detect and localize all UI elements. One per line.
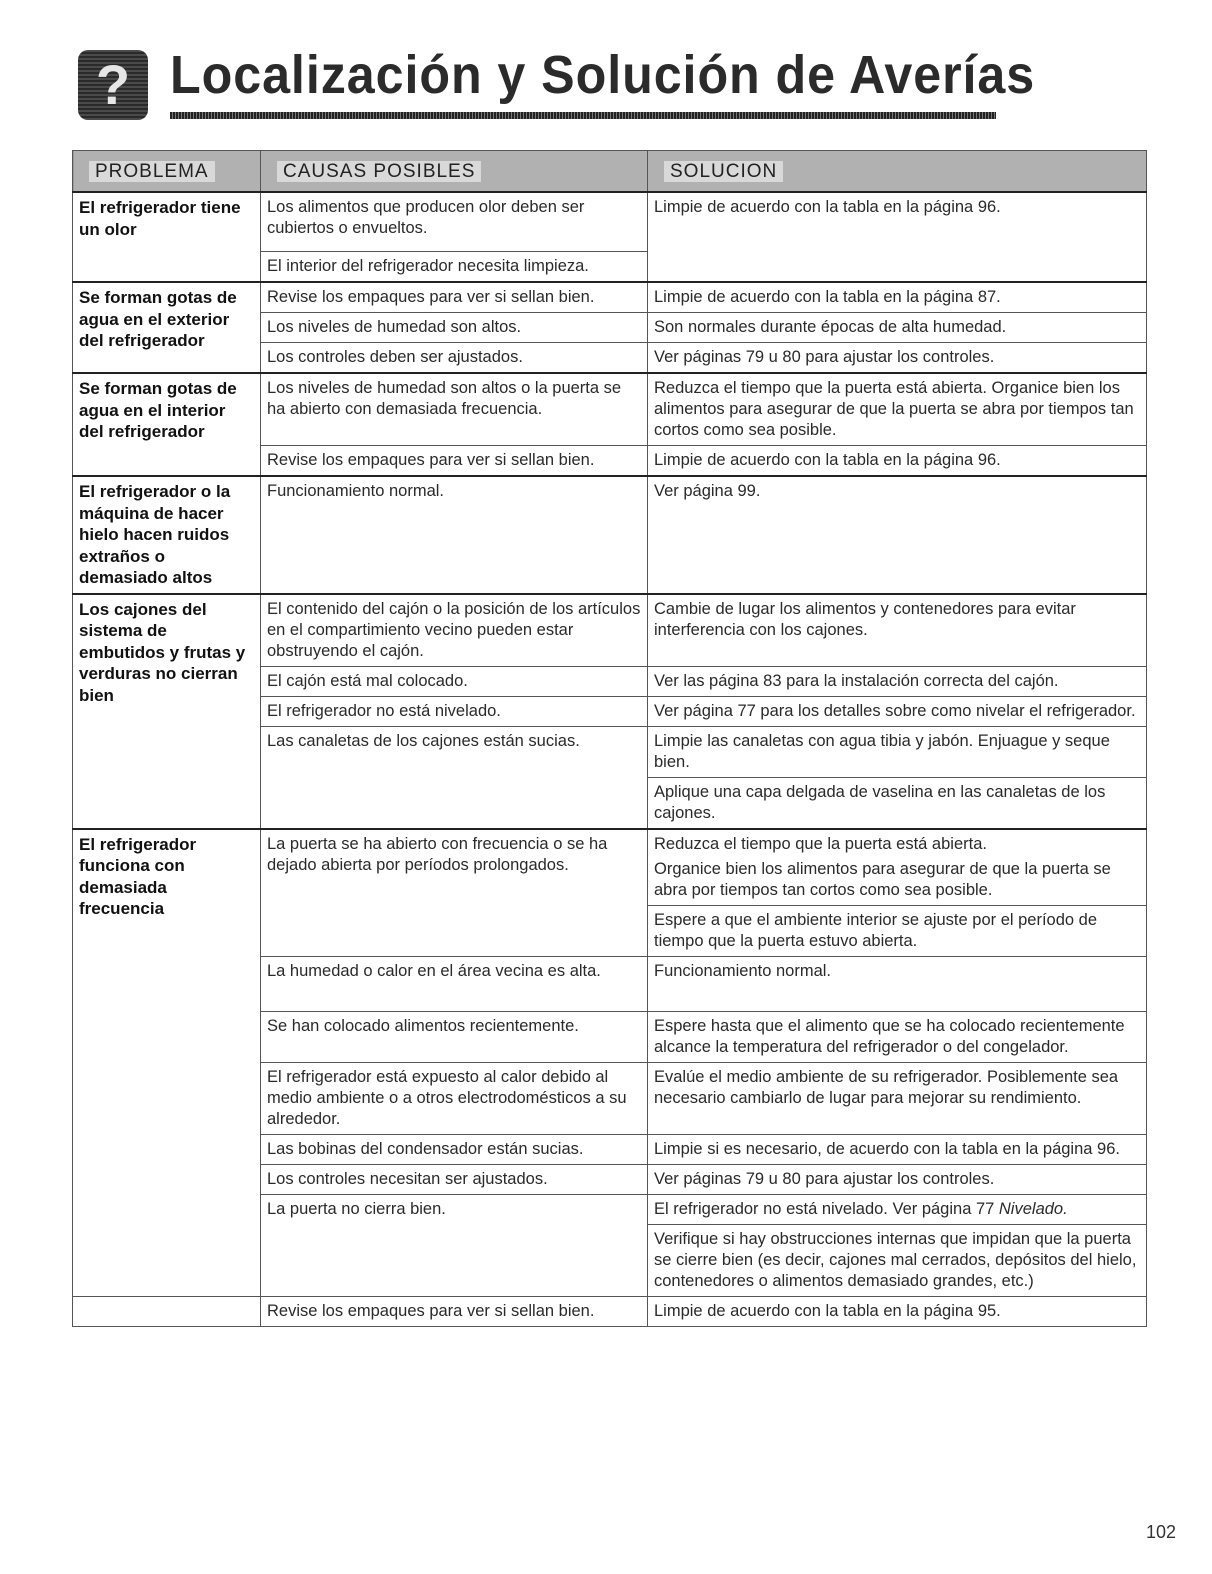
cause-cell: La puerta no cierra bien. (261, 1194, 648, 1296)
cause-cell: Los niveles de humedad son altos o la puerta se ha abierto con demasiada frecuencia. (261, 373, 648, 446)
solution-cell: Ver página 77 para los detalles sobre como nivelar el refrigerador. (648, 696, 1147, 726)
header-causes: CAUSAS POSIBLES (261, 151, 648, 193)
solution-cell: Funcionamiento normal. (648, 956, 1147, 1011)
cause-cell: La puerta se ha abierto con frecuencia o se ha dejado abierta por períodos prolongados. (261, 829, 648, 957)
solution-cell: Ver páginas 79 u 80 para ajustar los controles. (648, 1164, 1147, 1194)
cause-cell: Los niveles de humedad son altos. (261, 313, 648, 343)
solution-cell: Limpie de acuerdo con la tabla en la página 87. (648, 282, 1147, 313)
solution-cell: Limpie de acuerdo con la tabla en la página 96. (648, 192, 1147, 282)
table-row (73, 476, 1147, 594)
table-row (73, 829, 1147, 906)
page-title: Localización y Solución de Averías (170, 45, 1036, 105)
problem-cell: El refrigerador tiene un olor (73, 192, 261, 282)
problem-cell: Se forman gotas de agua en el exterior del refrigerador (73, 282, 261, 373)
cause-cell: Revise los empaques para ver si sellan bien. (261, 282, 648, 313)
solution-cell: Limpie si es necesario, de acuerdo con la tabla en la página 96. (648, 1134, 1147, 1164)
solution-line: Organice bien los alimentos para asegurar de que la puerta se abra por tiempos tan cortos como sea posible. (654, 859, 1111, 899)
table-row (73, 192, 1147, 252)
cause-cell: Las bobinas del condensador están sucias. (261, 1134, 648, 1164)
page-number: 102 (1146, 1522, 1177, 1542)
title-underline (170, 112, 996, 119)
table-row (73, 1296, 1147, 1326)
solution-cell: Ver las página 83 para la instalación correcta del cajón. (648, 666, 1147, 696)
table-header-row (73, 151, 1147, 193)
cause-cell: El cajón está mal colocado. (261, 666, 648, 696)
problem-cell: El refrigerador funciona con demasiada frecuencia (73, 829, 261, 1297)
solution-cell: Ver páginas 79 u 80 para ajustar los controles. (648, 343, 1147, 374)
solution-text: El refrigerador no está nivelado. Ver página 77 (654, 1199, 999, 1218)
cause-cell: Los controles deben ser ajustados. (261, 343, 648, 374)
header-problem: PROBLEMA (73, 151, 261, 193)
solution-cell: Cambie de lugar los alimentos y contenedores para evitar interferencia con los cajones. (648, 594, 1147, 667)
question-mark-icon: ? (78, 50, 148, 120)
cause-cell: Los controles necesitan ser ajustados. (261, 1164, 648, 1194)
solution-cell: Ver página 99. (648, 476, 1147, 594)
solution-cell (648, 829, 1147, 906)
cause-cell: El refrigerador está expuesto al calor debido al medio ambiente o a otros electrodomésticos a su alrededor. (261, 1062, 648, 1134)
header-solution: SOLUCION (648, 151, 1147, 193)
cause-cell: Se han colocado alimentos recientemente. (261, 1011, 648, 1062)
cause-cell: La humedad o calor en el área vecina es alta. (261, 956, 648, 1011)
cause-cell: Las canaletas de los cajones están sucias. (261, 726, 648, 829)
problem-cell: Los cajones del sistema de embutidos y frutas y verduras no cierran bien (73, 594, 261, 829)
troubleshooting-table (72, 150, 1147, 1327)
table-row (73, 373, 1147, 446)
solution-cell: Limpie de acuerdo con la tabla en la página 96. (648, 446, 1147, 477)
solution-cell: Aplique una capa delgada de vaselina en las canaletas de los cajones. (648, 777, 1147, 829)
page-header (78, 42, 1036, 128)
solution-cell: Evalúe el medio ambiente de su refrigerador. Posiblemente sea necesario cambiarlo de lugar para mejorar su rendimiento. (648, 1062, 1147, 1134)
solution-cell: Limpie las canaletas con agua tibia y jabón. Enjuague y seque bien. (648, 726, 1147, 777)
problem-cell-empty (73, 1296, 261, 1326)
solution-cell: Espere hasta que el alimento que se ha colocado recientemente alcance la temperatura del refrigerador o del congelador. (648, 1011, 1147, 1062)
cause-cell: El refrigerador no está nivelado. (261, 696, 648, 726)
cause-cell: El contenido del cajón o la posición de los artículos en el compartimiento vecino pueden estar obstruyendo el cajón. (261, 594, 648, 667)
cause-cell: Revise los empaques para ver si sellan bien. (261, 446, 648, 477)
problem-cell: El refrigerador o la máquina de hacer hielo hacen ruidos extraños o demasiado altos (73, 476, 261, 594)
cause-cell: Revise los empaques para ver si sellan bien. (261, 1296, 648, 1326)
solution-cell: Limpie de acuerdo con la tabla en la página 95. (648, 1296, 1147, 1326)
solution-cell: Reduzca el tiempo que la puerta está abierta. Organice bien los alimentos para asegurar de que la puerta se abra por tiempos tan cortos como sea posible. (648, 373, 1147, 446)
solution-cell: Son normales durante épocas de alta humedad. (648, 313, 1147, 343)
cause-cell: El interior del refrigerador necesita limpieza. (261, 252, 648, 283)
solution-cell: Espere a que el ambiente interior se ajuste por el período de tiempo que la puerta estuvo abierta. (648, 905, 1147, 956)
cause-cell: Los alimentos que producen olor deben ser cubiertos o envueltos. (261, 192, 648, 252)
solution-italic: Nivelado. (998, 1199, 1068, 1218)
table-row (73, 282, 1147, 313)
problem-cell: Se forman gotas de agua en el interior del refrigerador (73, 373, 261, 476)
solution-cell: Verifique si hay obstrucciones internas que impidan que la puerta se cierre bien (es decir, cajones mal cerrados, depósitos del hielo, contenedores o alimentos demasiado grandes, etc.) (648, 1224, 1147, 1296)
table-row (73, 594, 1147, 667)
solution-line: Reduzca el tiempo que la puerta está abierta. (654, 834, 987, 853)
solution-cell (648, 1194, 1147, 1224)
cause-cell: Funcionamiento normal. (261, 476, 648, 594)
